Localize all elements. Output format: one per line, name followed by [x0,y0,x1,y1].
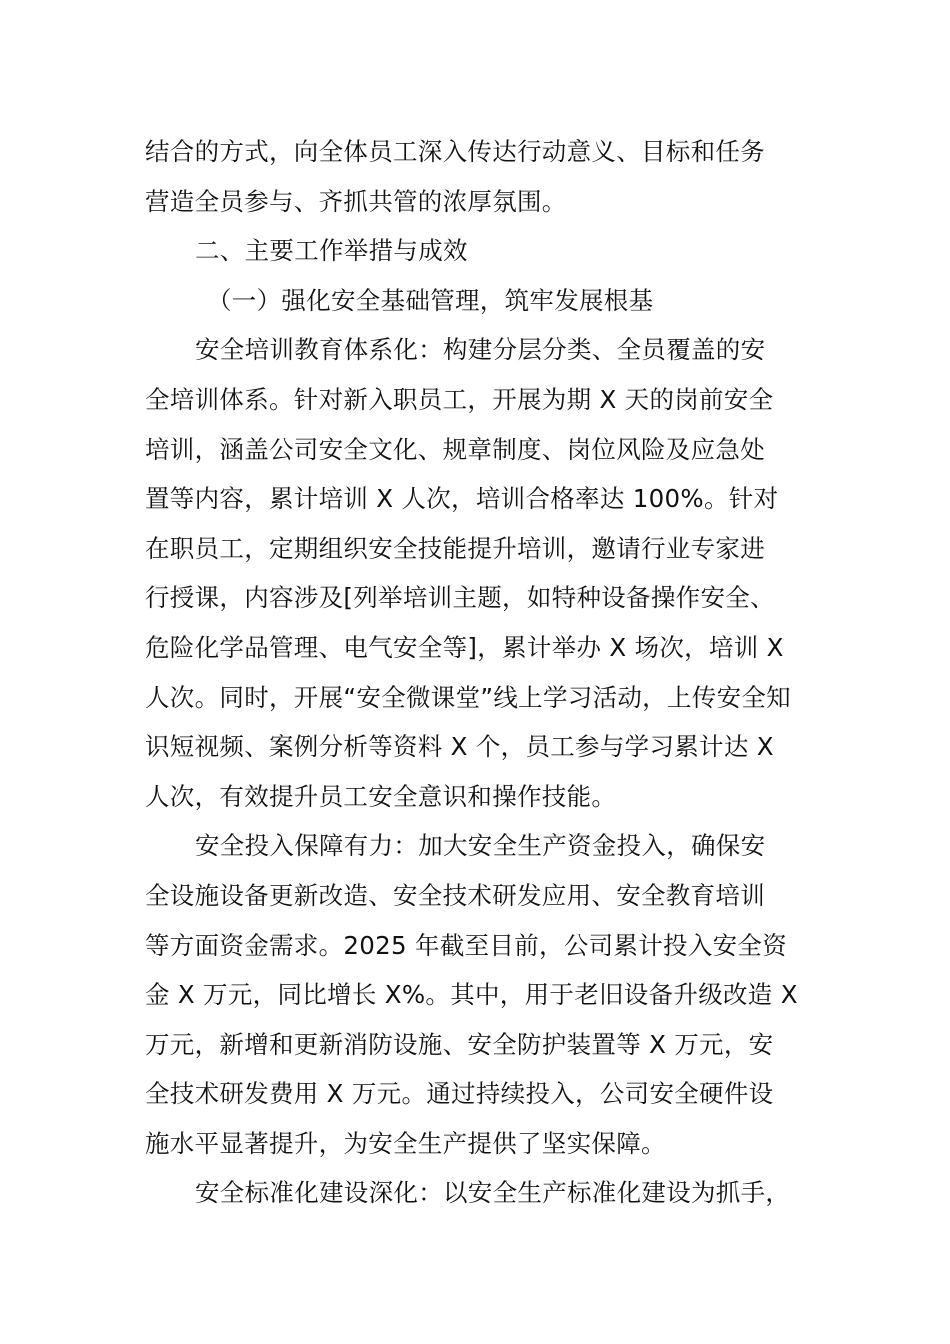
text-line: 危险化学品管理、电气安全等]，累计举办 X 场次，培训 X [145,632,784,662]
text-line: 行授课，内容涉及[列举培训主题，如特种设备操作安全、 [145,583,775,613]
text-line: 在职员工，定期组织安全技能提升培训，邀请行业专家进 [145,533,765,563]
paragraph-start: 安全投入保障有力：加大安全生产资金投入，确保安 [195,831,766,861]
paragraph-start: 安全标准化建设深化：以安全生产标准化建设为抓手， [195,1178,791,1208]
text-line: 人次，有效提升员工安全意识和操作技能。 [145,781,617,811]
text-line: 人次。同时，开展“安全微课堂”线上学习活动，上传安全知 [145,682,791,712]
text-line: 培训，涵盖公司安全文化、规章制度、岗位风险及应急处 [145,434,765,464]
text-line: 营造全员参与、齐抓共管的浓厚氛围。 [145,186,567,216]
section-heading: 二、主要工作举措与成效 [195,236,468,266]
text-line: 施水平显著提升，为安全生产提供了坚实保障。 [145,1128,666,1158]
text-line: 万元，新增和更新消防设施、安全防护装置等 X 万元，安 [145,1029,774,1059]
text-line: 全技术研发费用 X 万元。通过持续投入，公司安全硬件设 [145,1079,774,1109]
subsection-heading: （一）强化安全基础管理，筑牢发展根基 [207,285,654,315]
text-line: 等方面资金需求。2025 年截至目前，公司累计投入安全资 [145,930,788,960]
text-line: 全培训体系。针对新入职员工，开展为期 X 天的岗前安全 [145,384,774,414]
text-line: 识短视频、案例分析等资料 X 个，员工参与学习累计达 X [145,732,774,762]
text-line: 置等内容，累计培训 X 人次，培训合格率达 100%。针对 [145,484,779,514]
document-body [145,127,810,1218]
text-line: 全设施设备更新改造、安全技术研发应用、安全教育培训 [145,880,765,910]
text-line: 金 X 万元，同比增长 X%。其中，用于老旧设备升级改造 X [145,980,798,1010]
text-line: 结合的方式，向全体员工深入传达行动意义、目标和任务 [145,137,765,166]
paragraph-start: 安全培训教育体系化：构建分层分类、全员覆盖的安 [195,335,766,365]
